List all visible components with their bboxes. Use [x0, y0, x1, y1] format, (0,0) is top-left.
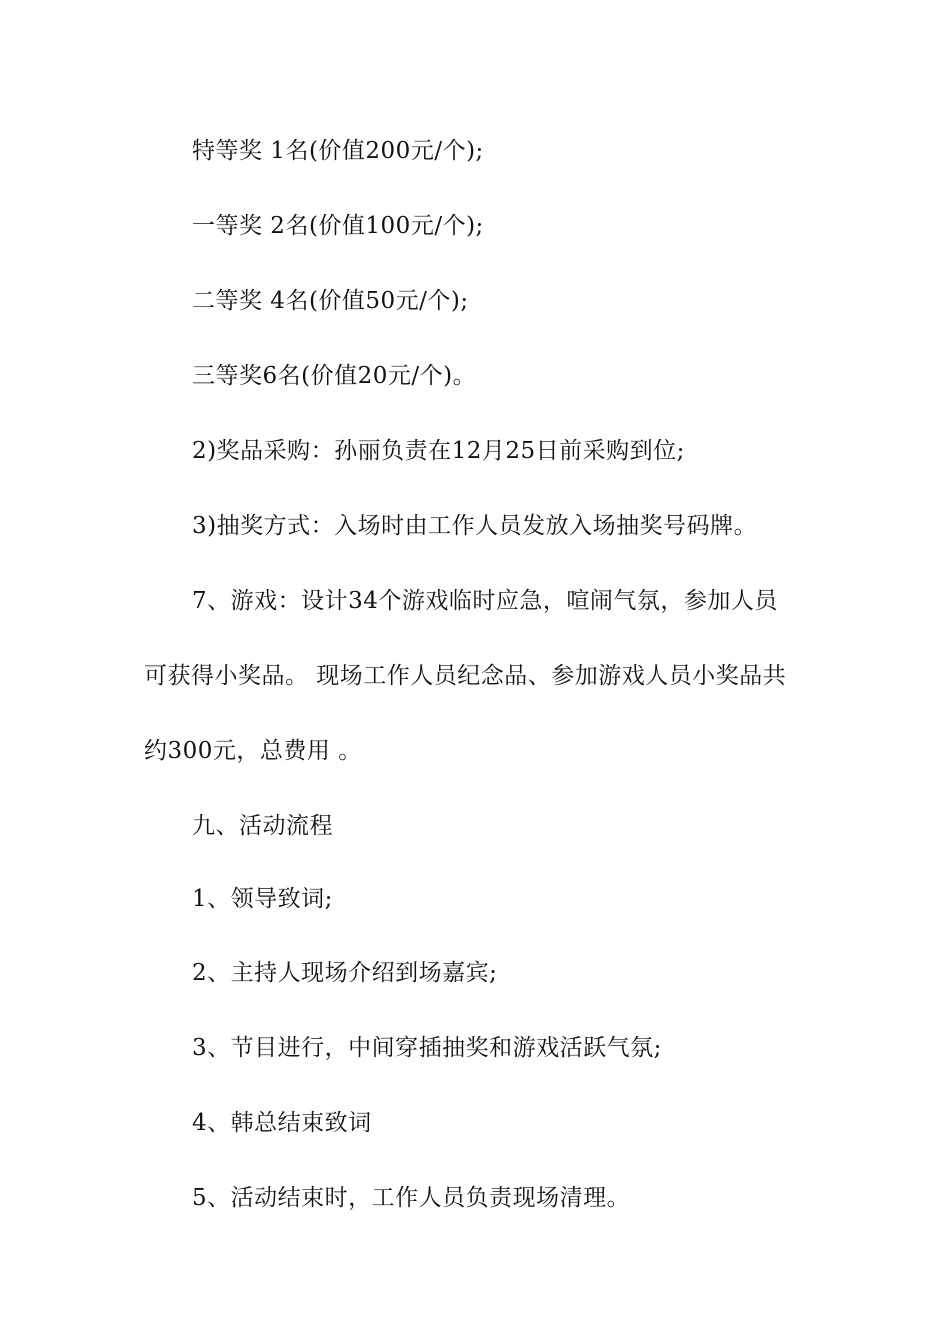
- process-step-4: 4、韩总结束致词: [192, 1110, 372, 1136]
- game-paragraph-line-3: 约300元，总费用 。: [144, 738, 362, 764]
- game-paragraph-line-1: 7、游戏：设计34个游戏临时应急，喧闹气氛，参加人员: [192, 588, 778, 614]
- process-step-1: 1、领导致词;: [192, 886, 333, 912]
- prize-purchase-line: 2)奖品采购：孙丽负责在12月25日前采购到位;: [192, 438, 685, 464]
- prize-first-line: 一等奖 2名(价值100元/个);: [192, 213, 484, 239]
- section-heading-process: 九、活动流程: [192, 813, 333, 839]
- process-step-5: 5、活动结束时，工作人员负责现场清理。: [192, 1185, 631, 1211]
- prize-third-line: 三等奖6名(价值20元/个)。: [192, 363, 477, 389]
- game-paragraph-line-2: 可获得小奖品。 现场工作人员纪念品、参加游戏人员小奖品共: [144, 663, 787, 689]
- process-step-2: 2、主持人现场介绍到场嘉宾;: [192, 960, 498, 986]
- lottery-method-line: 3)抽奖方式：入场时由工作人员发放入场抽奖号码牌。: [192, 513, 758, 539]
- prize-second-line: 二等奖 4名(价值50元/个);: [192, 288, 469, 314]
- prize-special-line: 特等奖 1名(价值200元/个);: [192, 138, 484, 164]
- process-step-3: 3、节目进行，中间穿插抽奖和游戏活跃气氛;: [192, 1035, 662, 1061]
